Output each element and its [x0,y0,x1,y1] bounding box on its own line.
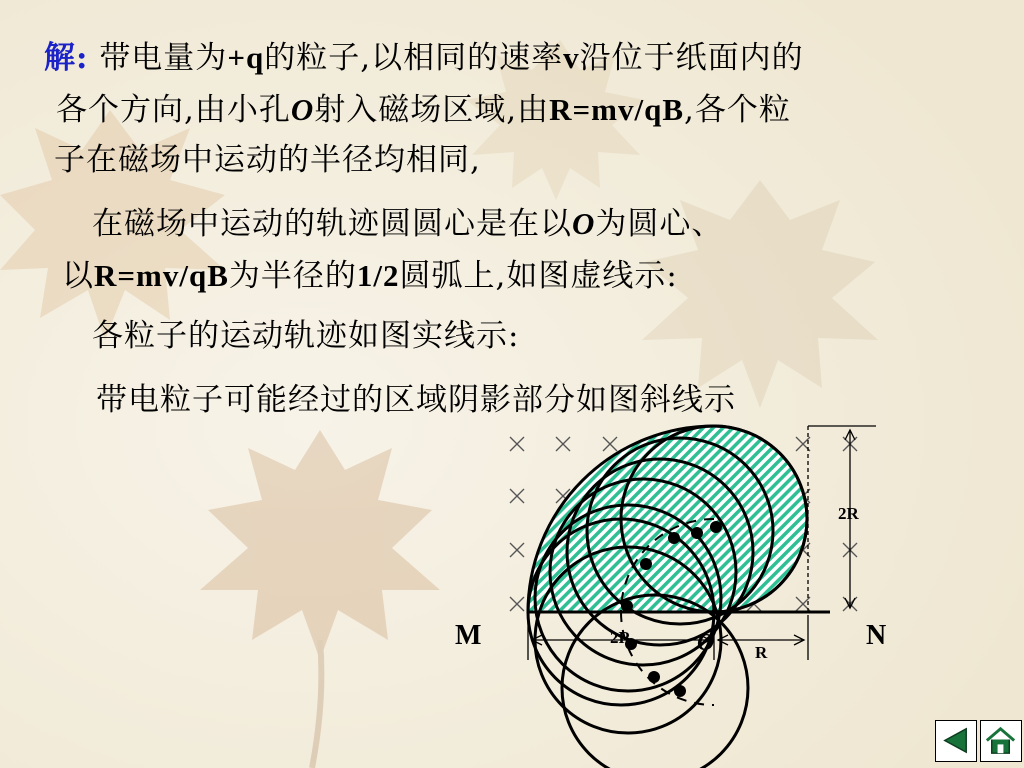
text-line-2: 各个方向,由小孔O射入磁场区域,由R=mv/qB,各个粒 [56,92,791,128]
label-n: N [866,620,887,651]
text-line-6: 各粒子的运动轨迹如图实线示: [92,318,520,354]
text-line-3: 子在磁场中运动的半径均相同, [54,142,481,178]
text-line-1: 解: 带电量为+q的粒子,以相同的速率v沿位于纸面内的 [44,40,804,76]
label-o: O [697,630,715,656]
label-2r-right: 2R [838,504,859,523]
home-icon [981,721,1020,760]
text-line-4: 在磁场中运动的轨迹圆圆心是在以O为圆心、 [92,206,724,242]
back-button[interactable] [935,720,977,762]
label-2r-bottom: 2R [610,628,631,647]
shaded-region [528,426,807,612]
label-m: M [455,620,482,651]
text-line-5: 以R=mv/qB为半径的1/2圆弧上,如图虚线示: [62,258,678,294]
origin-hole [711,609,717,615]
triangle-left-icon [936,721,975,760]
label-r-bottom: R [755,643,768,662]
magnetic-field-diagram [495,420,915,768]
text-line-7: 带电粒子可能经过的区域阴影部分如图斜线示 [96,382,736,418]
home-button[interactable] [980,720,1022,762]
solution-label: 解: [44,40,89,76]
